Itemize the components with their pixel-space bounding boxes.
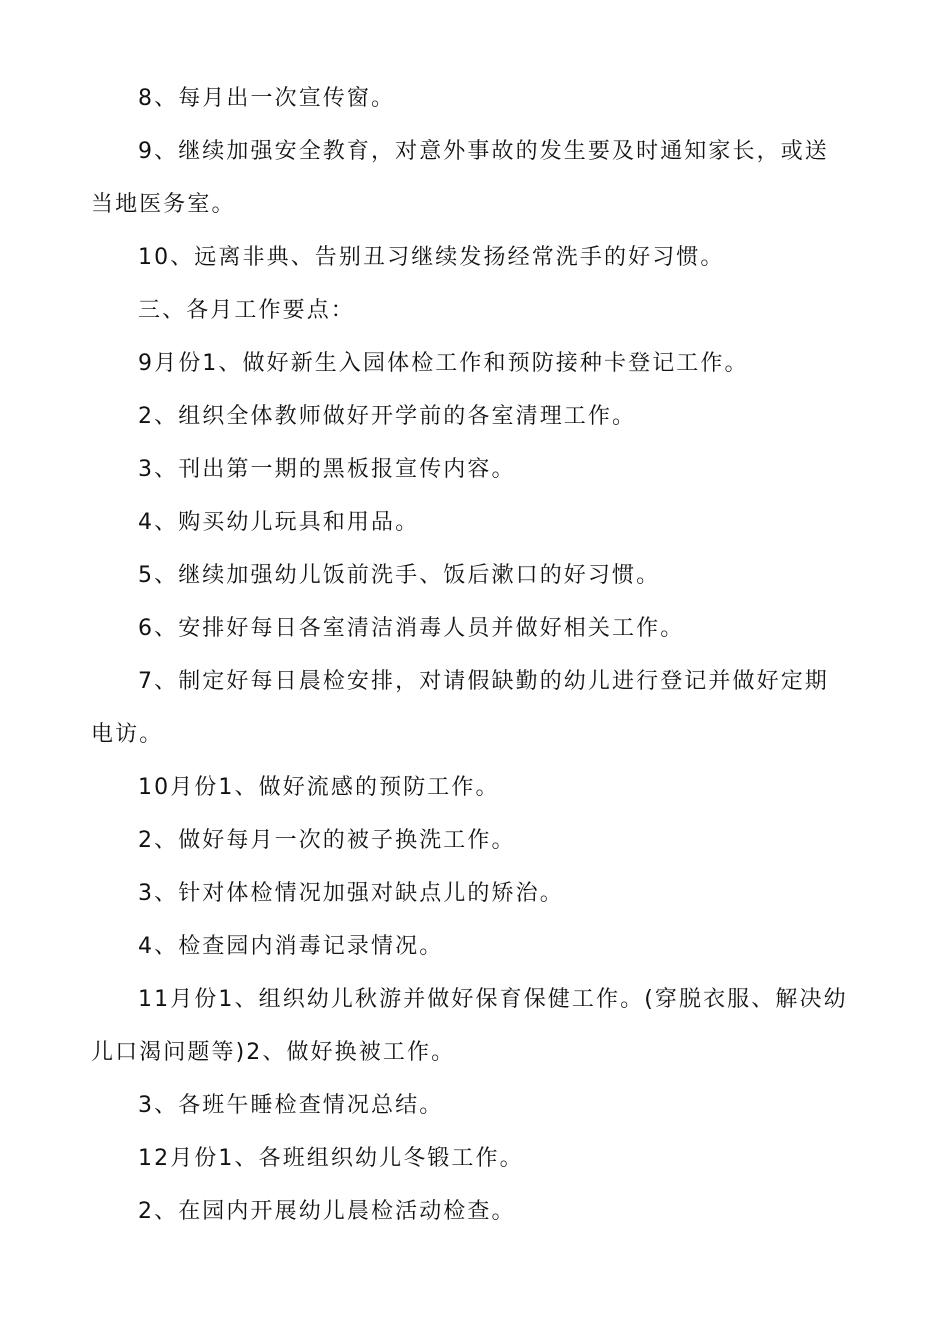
october-item-4: 4、检查园内消毒记录情况。 xyxy=(138,934,444,959)
september-item-4: 4、购买幼儿玩具和用品。 xyxy=(138,510,420,535)
november-item-3: 3、各班午睡检查情况总结。 xyxy=(138,1093,444,1118)
paragraph-item-10: 10、远离非典、告别丑习继续发扬经常洗手的好习惯。 xyxy=(138,245,725,270)
october-item-2: 2、做好每月一次的被子换洗工作。 xyxy=(138,828,516,853)
september-item-3: 3、刊出第一期的黑板报宣传内容。 xyxy=(138,457,516,482)
paragraph-item-9: 9、继续加强安全教育，对意外事故的发生要及时通知家长，或送当地医务室。 xyxy=(91,139,829,217)
december-item-2: 2、在园内开展幼儿晨检活动检查。 xyxy=(138,1199,516,1224)
september-item-7: 7、制定好每日晨检安排，对请假缺勤的幼儿进行登记并做好定期电访。 xyxy=(91,669,829,747)
september-item-6: 6、安排好每日各室清洁消毒人员并做好相关工作。 xyxy=(138,616,685,641)
september-item-1: 9月份1、做好新生入园体检工作和预防接种卡登记工作。 xyxy=(138,351,749,376)
september-item-2: 2、组织全体教师做好开学前的各室清理工作。 xyxy=(138,404,637,429)
september-item-5: 5、继续加强幼儿饭前洗手、饭后漱口的好习惯。 xyxy=(138,563,661,588)
december-item-1: 12月份1、各班组织幼儿冬锻工作。 xyxy=(138,1146,524,1171)
november-item-1-2: 11月份1、组织幼儿秋游并做好保育保健工作。(穿脱衣服、解决幼儿口渴问题等)2、做好换被工作。 xyxy=(91,987,848,1065)
october-item-1: 10月份1、做好流感的预防工作。 xyxy=(138,775,500,800)
october-item-3: 3、针对体检情况加强对缺点儿的矫治。 xyxy=(138,881,564,906)
paragraph-item-8: 8、每月出一次宣传窗。 xyxy=(138,86,396,111)
section-heading-monthly-points: 三、各月工作要点： xyxy=(138,298,355,323)
document-body xyxy=(91,72,851,1238)
